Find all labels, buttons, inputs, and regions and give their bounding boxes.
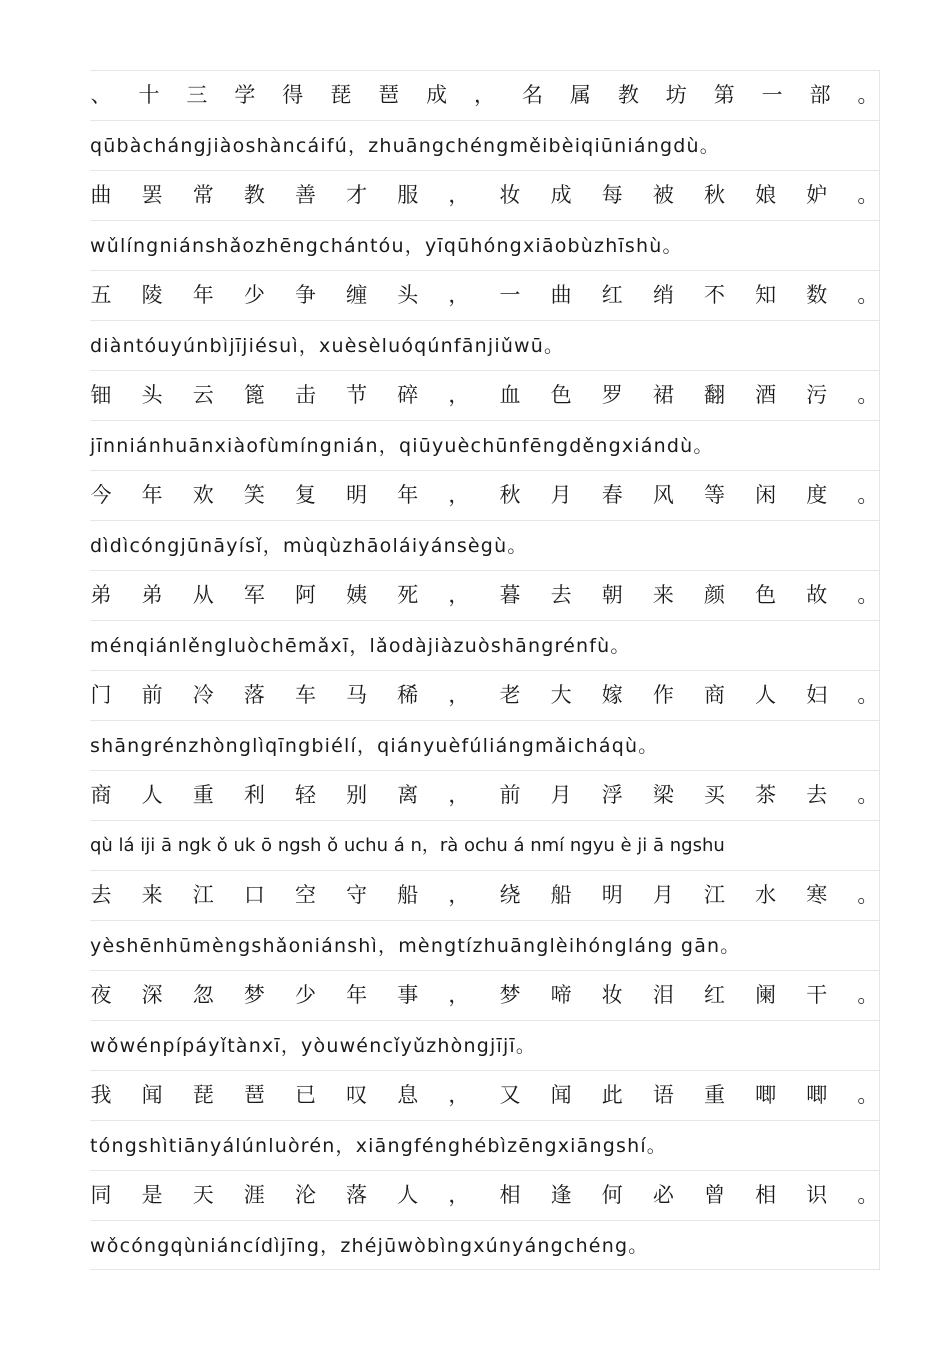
hanzi-char: 寒 (806, 883, 828, 907)
hanzi-line (90, 370, 880, 420)
hanzi-char: 商 (704, 683, 725, 707)
hanzi-char: 一 (761, 83, 783, 107)
hanzi-char: 五 (90, 283, 112, 307)
hanzi-char: 阑 (755, 983, 777, 1007)
hanzi-char: 人 (755, 683, 777, 707)
hanzi-char: ， (448, 683, 470, 707)
hanzi-char: 稀 (397, 683, 419, 707)
hanzi-char: 离 (397, 783, 419, 807)
pinyin-line (90, 320, 880, 370)
hanzi-char: 。 (857, 583, 879, 607)
hanzi-char: 得 (282, 83, 304, 107)
hanzi-char: 买 (704, 783, 725, 807)
hanzi-char: 唧 (755, 1083, 777, 1107)
hanzi-char: 弟 (90, 583, 112, 607)
hanzi-char: 啼 (550, 983, 572, 1007)
hanzi-char: 水 (755, 883, 777, 907)
hanzi-char: 酒 (755, 383, 777, 407)
pinyin-text: wǒcóngqùniáncídìjīng，zhéjūwòbìngxúnyángchéng。 (90, 1235, 649, 1257)
hanzi-char: 笑 (243, 483, 265, 507)
hanzi-char: 缠 (346, 283, 368, 307)
hanzi-char: 曾 (704, 1183, 725, 1207)
hanzi-char: 十 (138, 83, 160, 107)
hanzi-char: ， (448, 483, 470, 507)
hanzi-char: 空 (295, 883, 316, 907)
hanzi-char: 月 (550, 483, 572, 507)
hanzi-char: 军 (243, 583, 265, 607)
hanzi-char: 人 (141, 783, 163, 807)
hanzi-char: 。 (857, 883, 879, 907)
hanzi-char: 江 (704, 883, 725, 907)
hanzi-char: 语 (652, 1083, 674, 1107)
hanzi-char: 年 (397, 483, 419, 507)
hanzi-char: 颜 (704, 583, 725, 607)
hanzi-char: 陵 (141, 283, 163, 307)
hanzi-char: 车 (295, 683, 316, 707)
hanzi-char: 作 (652, 683, 674, 707)
hanzi-char: 相 (499, 1183, 521, 1207)
hanzi-chars (90, 781, 879, 809)
hanzi-char: 商 (90, 783, 112, 807)
hanzi-char: 老 (499, 683, 521, 707)
hanzi-char: 唧 (806, 1083, 828, 1107)
hanzi-line (90, 1170, 880, 1220)
pinyin-text: qù lá iji ā ngk ǒ uk ō ngsh ǒ uchu á n，rà ochu á nmí ngyu è ji ā ngshu (90, 835, 725, 856)
hanzi-char: 暮 (499, 583, 521, 607)
hanzi-char: 争 (295, 283, 316, 307)
hanzi-char: 妒 (806, 183, 828, 207)
hanzi-char: 前 (499, 783, 521, 807)
hanzi-char: 属 (569, 83, 591, 107)
hanzi-char: ， (448, 583, 470, 607)
hanzi-char: 门 (90, 683, 112, 707)
hanzi-chars (90, 381, 879, 409)
pinyin-text: jīnniánhuānxiàofùmíngnián，qiūyuèchūnfēngděngxiándù。 (90, 435, 714, 457)
hanzi-char: 复 (295, 483, 316, 507)
hanzi-char: 。 (857, 383, 879, 407)
hanzi-char: 浮 (601, 783, 623, 807)
hanzi-char: 篦 (243, 383, 265, 407)
poem-sheet (90, 70, 880, 1270)
hanzi-char: 深 (141, 983, 163, 1007)
hanzi-char: 利 (243, 783, 265, 807)
hanzi-char: 每 (601, 183, 623, 207)
pinyin-text: dìdìcóngjūnāyísǐ，mùqùzhāoláiyánsègù。 (90, 535, 528, 557)
hanzi-char: 年 (141, 483, 163, 507)
hanzi-char: 识 (806, 1183, 828, 1207)
hanzi-char: 船 (550, 883, 572, 907)
hanzi-char: 明 (601, 883, 623, 907)
hanzi-line (90, 170, 880, 220)
hanzi-char: 服 (397, 183, 419, 207)
pinyin-line (90, 720, 880, 770)
hanzi-char: 秋 (499, 483, 521, 507)
hanzi-char: 江 (192, 883, 214, 907)
hanzi-char: 落 (346, 1183, 368, 1207)
hanzi-char: 干 (806, 983, 828, 1007)
hanzi-char: 欢 (192, 483, 214, 507)
hanzi-char: 又 (499, 1083, 521, 1107)
hanzi-char: 必 (652, 1183, 674, 1207)
hanzi-char: 年 (192, 283, 214, 307)
hanzi-char: 。 (857, 183, 879, 207)
hanzi-char: ， (448, 1183, 470, 1207)
pinyin-line (90, 120, 880, 170)
hanzi-char: 被 (652, 183, 674, 207)
hanzi-char: 琵 (330, 83, 352, 107)
hanzi-char: 天 (192, 1183, 214, 1207)
hanzi-char: 闲 (755, 483, 777, 507)
hanzi-char: 去 (90, 883, 112, 907)
hanzi-char: ， (448, 283, 470, 307)
hanzi-char: 红 (601, 283, 623, 307)
hanzi-chars (90, 1181, 879, 1209)
hanzi-char: 逢 (550, 1183, 572, 1207)
hanzi-char: 头 (397, 283, 419, 307)
pinyin-line (90, 420, 880, 470)
pinyin-text: ménqiánlěngluòchēmǎxī，lǎodàjiàzuòshāngrénfù。 (90, 635, 631, 657)
hanzi-char: 秋 (704, 183, 725, 207)
hanzi-char: 钿 (90, 383, 112, 407)
hanzi-char: 闻 (550, 1083, 572, 1107)
hanzi-char: 重 (192, 783, 214, 807)
hanzi-char: 坊 (665, 83, 687, 107)
hanzi-char: 。 (857, 783, 879, 807)
hanzi-char: 曲 (90, 183, 112, 207)
hanzi-chars (90, 281, 879, 309)
hanzi-char: 第 (713, 83, 735, 107)
hanzi-char: 。 (857, 983, 879, 1007)
hanzi-char: 轻 (295, 783, 316, 807)
hanzi-char: 琶 (243, 1083, 265, 1107)
hanzi-char: 落 (243, 683, 265, 707)
hanzi-char: 罢 (141, 183, 163, 207)
hanzi-char: 三 (186, 83, 208, 107)
hanzi-char: 。 (857, 483, 879, 507)
hanzi-chars (90, 481, 879, 509)
hanzi-line (90, 870, 880, 920)
hanzi-char: 才 (346, 183, 368, 207)
hanzi-char: 人 (397, 1183, 419, 1207)
hanzi-char: 。 (857, 283, 879, 307)
hanzi-line (90, 670, 880, 720)
hanzi-char: 教 (243, 183, 265, 207)
hanzi-char: 梁 (652, 783, 674, 807)
hanzi-char: 梦 (499, 983, 521, 1007)
hanzi-char: 绡 (652, 283, 674, 307)
hanzi-chars (90, 681, 879, 709)
hanzi-char: 冷 (192, 683, 214, 707)
hanzi-char: 阿 (295, 583, 316, 607)
hanzi-char: 琶 (378, 83, 400, 107)
hanzi-char: 红 (704, 983, 725, 1007)
hanzi-char: 涯 (243, 1183, 265, 1207)
pinyin-line (90, 820, 880, 870)
hanzi-char: 风 (652, 483, 674, 507)
hanzi-char: 。 (857, 83, 879, 107)
hanzi-char: 云 (192, 383, 214, 407)
hanzi-char: 忽 (192, 983, 214, 1007)
hanzi-char: ， (448, 883, 470, 907)
hanzi-char: 绕 (499, 883, 521, 907)
hanzi-char: 去 (550, 583, 572, 607)
pinyin-line (90, 520, 880, 570)
hanzi-char: ， (448, 983, 470, 1007)
hanzi-char: 大 (550, 683, 572, 707)
hanzi-char: 重 (704, 1083, 725, 1107)
hanzi-char: 前 (141, 683, 163, 707)
hanzi-char: 少 (243, 283, 265, 307)
hanzi-char: 是 (141, 1183, 163, 1207)
hanzi-line (90, 470, 880, 520)
hanzi-chars (90, 181, 879, 209)
pinyin-line (90, 220, 880, 270)
hanzi-char: 何 (601, 1183, 623, 1207)
hanzi-line (90, 1070, 880, 1120)
hanzi-char: 同 (90, 1183, 112, 1207)
hanzi-char: 曲 (550, 283, 572, 307)
hanzi-char: 色 (550, 383, 572, 407)
hanzi-char: ， (448, 383, 470, 407)
hanzi-char: 我 (90, 1083, 112, 1107)
hanzi-char: 击 (295, 383, 316, 407)
hanzi-char: 月 (652, 883, 674, 907)
hanzi-char: 妆 (601, 983, 623, 1007)
hanzi-char: 去 (806, 783, 828, 807)
hanzi-char: 等 (704, 483, 725, 507)
hanzi-char: 知 (755, 283, 777, 307)
hanzi-chars (90, 1081, 879, 1109)
hanzi-char: 罗 (601, 383, 623, 407)
hanzi-char: 部 (809, 83, 831, 107)
pinyin-line (90, 920, 880, 970)
hanzi-char: 名 (521, 83, 543, 107)
hanzi-char: 娘 (755, 183, 777, 207)
hanzi-char: 弟 (141, 583, 163, 607)
hanzi-char: 明 (346, 483, 368, 507)
hanzi-char: 来 (652, 583, 674, 607)
hanzi-char: 妆 (499, 183, 521, 207)
hanzi-char: 从 (192, 583, 214, 607)
hanzi-char: 翻 (704, 383, 725, 407)
hanzi-char: 色 (755, 583, 777, 607)
hanzi-line (90, 70, 880, 120)
pinyin-text: wǒwénpípáyǐtànxī，yòuwéncǐyǔzhòngjījī。 (90, 1035, 537, 1057)
hanzi-char: 节 (346, 383, 368, 407)
hanzi-line (90, 770, 880, 820)
hanzi-char: 少 (295, 983, 316, 1007)
hanzi-char: 别 (346, 783, 368, 807)
hanzi-char: 泪 (652, 983, 674, 1007)
hanzi-char: 琵 (192, 1083, 214, 1107)
hanzi-char: ， (448, 783, 470, 807)
hanzi-char: 沦 (295, 1183, 316, 1207)
hanzi-line (90, 970, 880, 1020)
hanzi-char: 叹 (346, 1083, 368, 1107)
hanzi-char: 污 (806, 383, 828, 407)
hanzi-char: 常 (192, 183, 214, 207)
hanzi-char: 。 (857, 1183, 879, 1207)
hanzi-char: 茶 (755, 783, 777, 807)
hanzi-char: 妇 (806, 683, 828, 707)
hanzi-char: 血 (499, 383, 521, 407)
hanzi-chars (90, 81, 879, 109)
hanzi-char: 一 (499, 283, 521, 307)
hanzi-char: 、 (90, 83, 112, 107)
hanzi-line (90, 270, 880, 320)
hanzi-char: 不 (704, 283, 725, 307)
hanzi-char: 来 (141, 883, 163, 907)
hanzi-char: 故 (806, 583, 828, 607)
hanzi-char: 成 (550, 183, 572, 207)
pinyin-text: wǔlíngniánshǎozhēngchántóu，yīqūhóngxiāobùzhīshù。 (90, 235, 683, 257)
hanzi-chars (90, 881, 879, 909)
hanzi-char: 裙 (652, 383, 674, 407)
hanzi-char: 息 (397, 1083, 419, 1107)
hanzi-char: 度 (806, 483, 828, 507)
hanzi-char: 善 (295, 183, 316, 207)
hanzi-char: 已 (295, 1083, 316, 1107)
hanzi-char: 姨 (346, 583, 368, 607)
pinyin-line (90, 1020, 880, 1070)
hanzi-char: 口 (243, 883, 265, 907)
hanzi-char: 梦 (243, 983, 265, 1007)
hanzi-char: ， (448, 183, 470, 207)
hanzi-char: 马 (346, 683, 368, 707)
pinyin-line (90, 1220, 880, 1270)
hanzi-char: 今 (90, 483, 112, 507)
hanzi-char: 成 (426, 83, 448, 107)
pinyin-text: shāngrénzhònglìqīngbiélí，qiányuèfúliángmǎicháqù。 (90, 735, 659, 757)
hanzi-char: 嫁 (601, 683, 623, 707)
hanzi-char: 此 (601, 1083, 623, 1107)
hanzi-char: ， (474, 83, 495, 107)
hanzi-line (90, 570, 880, 620)
hanzi-char: 。 (857, 683, 879, 707)
hanzi-char: 春 (601, 483, 623, 507)
hanzi-char: 死 (397, 583, 419, 607)
hanzi-char: 朝 (601, 583, 623, 607)
pinyin-line (90, 1120, 880, 1170)
hanzi-char: 事 (397, 983, 419, 1007)
hanzi-char: 教 (617, 83, 639, 107)
pinyin-text: diàntóuyúnbìjījiésuì，xuèsèluóqúnfānjiǔwū。 (90, 335, 565, 357)
pinyin-line (90, 620, 880, 670)
hanzi-char: 学 (234, 83, 256, 107)
hanzi-char: 月 (550, 783, 572, 807)
hanzi-char: ， (448, 1083, 470, 1107)
pinyin-text: yèshēnhūmèngshǎoniánshì，mèngtízhuānglèihóngláng gān。 (90, 935, 741, 957)
hanzi-char: 碎 (397, 383, 419, 407)
hanzi-chars (90, 581, 879, 609)
hanzi-char: 数 (806, 283, 828, 307)
hanzi-char: 相 (755, 1183, 777, 1207)
hanzi-char: 守 (346, 883, 368, 907)
hanzi-char: 闻 (141, 1083, 163, 1107)
pinyin-text: qūbàchángjiàoshàncáifú，zhuāngchéngměibèiqiūniángdù。 (90, 135, 720, 157)
hanzi-char: 年 (346, 983, 368, 1007)
hanzi-char: 船 (397, 883, 419, 907)
hanzi-char: 。 (857, 1083, 879, 1107)
pinyin-text: tóngshìtiānyálúnluòrén，xiāngfénghébìzēngxiāngshí。 (90, 1135, 668, 1157)
hanzi-chars (90, 981, 879, 1009)
hanzi-char: 头 (141, 383, 163, 407)
hanzi-char: 夜 (90, 983, 112, 1007)
